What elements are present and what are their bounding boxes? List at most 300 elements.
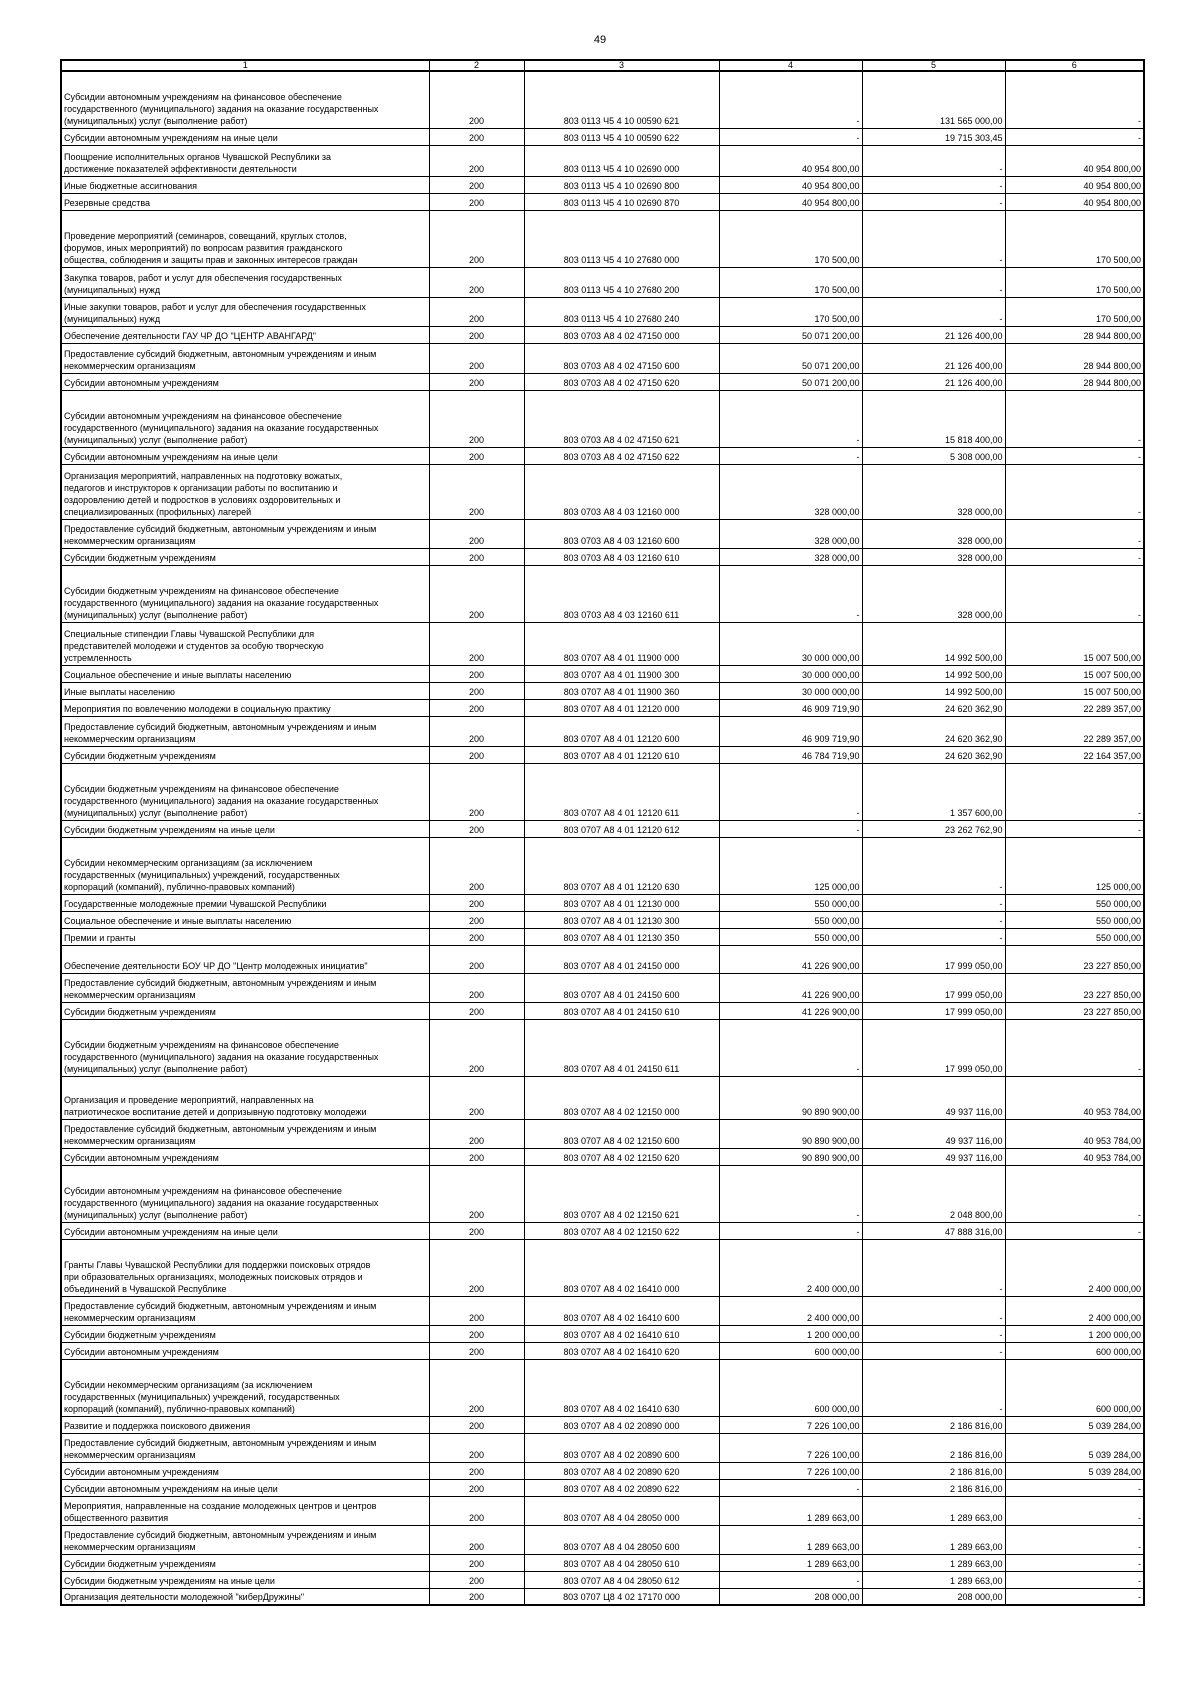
- row-col2-cell: 200: [429, 1462, 524, 1479]
- row-name-cell: Субсидии автономным учреждениям на иные цели: [61, 447, 429, 464]
- row-name-cell: Предоставление субсидий бюджетным, автономным учреждениям и иным некоммерческим организациям: [61, 519, 429, 548]
- row-code-cell: 803 0707 А8 4 01 12130 300: [524, 911, 719, 928]
- row-name-cell: Закупка товаров, работ и услуг для обеспечения государственных (муниципальных) нужд: [61, 267, 429, 297]
- row-col2-cell: 200: [429, 548, 524, 565]
- row-col2-cell: 200: [429, 1525, 524, 1554]
- row-col5-cell: 328 000,00: [862, 548, 1005, 565]
- row-name-cell: Субсидии автономным учреждениям на иные цели: [61, 1479, 429, 1496]
- row-code-cell: 803 0707 А8 4 02 20890 600: [524, 1433, 719, 1462]
- table-row: [61, 1433, 1144, 1462]
- row-col2-cell: 200: [429, 665, 524, 682]
- row-col5-cell: 21 126 400,00: [862, 326, 1005, 343]
- row-code-cell: 803 0707 А8 4 02 20890 620: [524, 1462, 719, 1479]
- row-col5-cell: 19 715 303,45: [862, 128, 1005, 145]
- row-col4-cell: -: [719, 447, 862, 464]
- row-col5-cell: 17 999 050,00: [862, 945, 1005, 973]
- table-row: [61, 716, 1144, 746]
- row-col6-cell: -: [1005, 1525, 1144, 1554]
- table-row: [61, 128, 1144, 145]
- row-col2-cell: 200: [429, 1496, 524, 1525]
- row-col5-cell: 328 000,00: [862, 565, 1005, 622]
- row-name-cell: Предоставление субсидий бюджетным, автономным учреждениям и иным некоммерческим организациям: [61, 1119, 429, 1148]
- row-name-cell: Субсидии бюджетным учреждениям на финансовое обеспечение государственного (муниципального) задания на оказание государственных (муниципальных) услуг (выполнение работ): [61, 763, 429, 820]
- row-col4-cell: -: [719, 820, 862, 837]
- row-code-cell: 803 0707 А8 4 02 12150 600: [524, 1119, 719, 1148]
- row-name-cell: Субсидии автономным учреждениям на финансовое обеспечение государственного (муниципального) задания на оказание государственных (муниципальных) услуг (выполнение работ): [61, 71, 429, 128]
- row-code-cell: 803 0707 А8 4 02 12150 622: [524, 1222, 719, 1239]
- row-code-cell: 803 0113 Ч5 4 10 27680 240: [524, 297, 719, 326]
- row-col5-cell: -: [862, 1239, 1005, 1296]
- row-col5-cell: 21 126 400,00: [862, 343, 1005, 373]
- row-col2-cell: 200: [429, 176, 524, 193]
- row-name-cell: Субсидии бюджетным учреждениям: [61, 746, 429, 763]
- row-col4-cell: -: [719, 1165, 862, 1222]
- row-col4-cell: 46 909 719,90: [719, 699, 862, 716]
- row-col5-cell: 131 565 000,00: [862, 71, 1005, 128]
- row-col2-cell: 200: [429, 1554, 524, 1571]
- row-code-cell: 803 0703 А8 4 03 12160 000: [524, 464, 719, 519]
- row-code-cell: 803 0703 А8 4 02 47150 000: [524, 326, 719, 343]
- table-row: [61, 373, 1144, 390]
- row-code-cell: 803 0113 Ч5 4 10 02690 870: [524, 193, 719, 210]
- row-col4-cell: 50 071 200,00: [719, 373, 862, 390]
- row-name-cell: Организация мероприятий, направленных на подготовку вожатых, педагогов и инструкторов к организации работы по воспитанию и оздоровлению детей и подростков в условиях оздоровительных и специализированных (профильных) лагерей: [61, 464, 429, 519]
- row-code-cell: 803 0707 А8 4 01 12120 600: [524, 716, 719, 746]
- row-col6-cell: -: [1005, 390, 1144, 447]
- row-code-cell: 803 0707 А8 4 02 20890 000: [524, 1416, 719, 1433]
- table-row: [61, 210, 1144, 267]
- row-col6-cell: -: [1005, 1571, 1144, 1588]
- row-col4-cell: 1 200 000,00: [719, 1325, 862, 1342]
- row-name-cell: Обеспечение деятельности БОУ ЧР ДО "Центр молодежных инициатив": [61, 945, 429, 973]
- row-col5-cell: 1 289 663,00: [862, 1571, 1005, 1588]
- row-col6-cell: 550 000,00: [1005, 911, 1144, 928]
- row-col4-cell: 125 000,00: [719, 837, 862, 894]
- row-col4-cell: -: [719, 763, 862, 820]
- table-row: [61, 699, 1144, 716]
- row-col2-cell: 200: [429, 1222, 524, 1239]
- row-code-cell: 803 0707 А8 4 01 11900 000: [524, 622, 719, 665]
- row-col2-cell: 200: [429, 820, 524, 837]
- row-col5-cell: 2 186 816,00: [862, 1433, 1005, 1462]
- row-code-cell: 803 0707 А8 4 02 16410 610: [524, 1325, 719, 1342]
- row-col5-cell: 47 888 316,00: [862, 1222, 1005, 1239]
- row-col5-cell: -: [862, 297, 1005, 326]
- row-name-cell: Субсидии бюджетным учреждениям: [61, 1002, 429, 1019]
- table-row: [61, 1416, 1144, 1433]
- table-row: [61, 71, 1144, 128]
- row-col5-cell: 2 186 816,00: [862, 1462, 1005, 1479]
- table-row: [61, 297, 1144, 326]
- row-col4-cell: 170 500,00: [719, 297, 862, 326]
- row-code-cell: 803 0707 А8 4 02 12150 621: [524, 1165, 719, 1222]
- row-name-cell: Субсидии бюджетным учреждениям: [61, 1554, 429, 1571]
- row-col5-cell: 24 620 362,90: [862, 716, 1005, 746]
- row-col4-cell: 41 226 900,00: [719, 945, 862, 973]
- table-row: [61, 390, 1144, 447]
- row-name-cell: Субсидии бюджетным учреждениям: [61, 548, 429, 565]
- row-code-cell: 803 0707 А8 4 01 11900 300: [524, 665, 719, 682]
- row-col5-cell: 15 818 400,00: [862, 390, 1005, 447]
- row-col5-cell: 1 289 663,00: [862, 1554, 1005, 1571]
- table-row: [61, 1554, 1144, 1571]
- row-col4-cell: 550 000,00: [719, 928, 862, 945]
- table-row: [61, 447, 1144, 464]
- row-col2-cell: 200: [429, 1076, 524, 1119]
- table-row: [61, 1571, 1144, 1588]
- row-code-cell: 803 0707 Ц8 4 02 17170 000: [524, 1588, 719, 1605]
- row-col6-cell: 125 000,00: [1005, 837, 1144, 894]
- row-code-cell: 803 0707 А8 4 02 12150 000: [524, 1076, 719, 1119]
- row-col2-cell: 200: [429, 447, 524, 464]
- row-col4-cell: 40 954 800,00: [719, 176, 862, 193]
- row-col4-cell: 328 000,00: [719, 548, 862, 565]
- row-col4-cell: 1 289 663,00: [719, 1525, 862, 1554]
- row-name-cell: Субсидии автономным учреждениям: [61, 1342, 429, 1359]
- row-col5-cell: 208 000,00: [862, 1588, 1005, 1605]
- row-col4-cell: 30 000 000,00: [719, 682, 862, 699]
- row-col4-cell: 46 784 719,90: [719, 746, 862, 763]
- header-row: [61, 60, 1144, 71]
- row-col4-cell: 170 500,00: [719, 210, 862, 267]
- row-name-cell: Субсидии автономным учреждениям на финансовое обеспечение государственного (муниципального) задания на оказание государственных (муниципальных) услуг (выполнение работ): [61, 1165, 429, 1222]
- row-col5-cell: 17 999 050,00: [862, 973, 1005, 1002]
- row-col5-cell: -: [862, 1296, 1005, 1325]
- row-col6-cell: -: [1005, 1496, 1144, 1525]
- row-col6-cell: -: [1005, 1479, 1144, 1496]
- row-name-cell: Социальное обеспечение и иные выплаты населению: [61, 665, 429, 682]
- row-col5-cell: 14 992 500,00: [862, 682, 1005, 699]
- row-name-cell: Субсидии бюджетным учреждениям на финансовое обеспечение государственного (муниципального) задания на оказание государственных (муниципальных) услуг (выполнение работ): [61, 1019, 429, 1076]
- table-row: [61, 820, 1144, 837]
- table-row: [61, 928, 1144, 945]
- table-row: [61, 746, 1144, 763]
- row-col5-cell: 49 937 116,00: [862, 1119, 1005, 1148]
- row-col5-cell: -: [862, 267, 1005, 297]
- row-col6-cell: -: [1005, 565, 1144, 622]
- row-col6-cell: -: [1005, 71, 1144, 128]
- row-col2-cell: 200: [429, 1148, 524, 1165]
- row-col4-cell: 46 909 719,90: [719, 716, 862, 746]
- row-col4-cell: -: [719, 71, 862, 128]
- row-col4-cell: 30 000 000,00: [719, 665, 862, 682]
- row-name-cell: Предоставление субсидий бюджетным, автономным учреждениям и иным некоммерческим организациям: [61, 1296, 429, 1325]
- row-col2-cell: 200: [429, 699, 524, 716]
- row-col5-cell: 14 992 500,00: [862, 622, 1005, 665]
- row-col2-cell: 200: [429, 267, 524, 297]
- row-col6-cell: -: [1005, 1019, 1144, 1076]
- row-col5-cell: -: [862, 145, 1005, 176]
- row-col2-cell: 200: [429, 763, 524, 820]
- row-col4-cell: 2 400 000,00: [719, 1239, 862, 1296]
- row-col4-cell: 328 000,00: [719, 464, 862, 519]
- row-col5-cell: -: [862, 837, 1005, 894]
- row-col5-cell: 17 999 050,00: [862, 1002, 1005, 1019]
- table-row: [61, 1342, 1144, 1359]
- page-number: 49: [593, 34, 607, 46]
- row-name-cell: Развитие и поддержка поискового движения: [61, 1416, 429, 1433]
- row-code-cell: 803 0707 А8 4 01 12120 610: [524, 746, 719, 763]
- row-col5-cell: 14 992 500,00: [862, 665, 1005, 682]
- row-col4-cell: 41 226 900,00: [719, 973, 862, 1002]
- row-code-cell: 803 0707 А8 4 02 16410 600: [524, 1296, 719, 1325]
- row-code-cell: 803 0707 А8 4 01 24150 611: [524, 1019, 719, 1076]
- row-col6-cell: 28 944 800,00: [1005, 343, 1144, 373]
- row-col6-cell: 40 954 800,00: [1005, 145, 1144, 176]
- row-col4-cell: 600 000,00: [719, 1342, 862, 1359]
- table-row: [61, 1479, 1144, 1496]
- row-col5-cell: -: [862, 1359, 1005, 1416]
- row-col5-cell: -: [862, 193, 1005, 210]
- table-row: [61, 519, 1144, 548]
- row-col4-cell: -: [719, 128, 862, 145]
- row-name-cell: Субсидии бюджетным учреждениям на иные цели: [61, 820, 429, 837]
- row-col6-cell: 15 007 500,00: [1005, 665, 1144, 682]
- row-col2-cell: 200: [429, 1239, 524, 1296]
- row-col6-cell: 22 289 357,00: [1005, 716, 1144, 746]
- row-col2-cell: 200: [429, 210, 524, 267]
- row-col4-cell: 7 226 100,00: [719, 1416, 862, 1433]
- row-col5-cell: -: [862, 911, 1005, 928]
- row-name-cell: Обеспечение деятельности ГАУ ЧР ДО "ЦЕНТР АВАНГАРД": [61, 326, 429, 343]
- row-col6-cell: -: [1005, 1165, 1144, 1222]
- row-name-cell: Субсидии бюджетным учреждениям: [61, 1325, 429, 1342]
- table-row: [61, 1165, 1144, 1222]
- row-col2-cell: 200: [429, 464, 524, 519]
- row-name-cell: Гранты Главы Чувашской Республики для поддержки поисковых отрядов при образовательных организациях, молодежных поисковых отрядов и объединений в Чувашской Республике: [61, 1239, 429, 1296]
- row-col4-cell: 550 000,00: [719, 911, 862, 928]
- row-col4-cell: 1 289 663,00: [719, 1496, 862, 1525]
- row-code-cell: 803 0703 А8 4 02 47150 622: [524, 447, 719, 464]
- row-col2-cell: 200: [429, 1359, 524, 1416]
- table-row: [61, 1119, 1144, 1148]
- row-col6-cell: 2 400 000,00: [1005, 1296, 1144, 1325]
- row-col6-cell: 23 227 850,00: [1005, 973, 1144, 1002]
- row-col4-cell: 90 890 900,00: [719, 1148, 862, 1165]
- row-name-cell: Социальное обеспечение и иные выплаты населению: [61, 911, 429, 928]
- row-code-cell: 803 0707 А8 4 04 28050 610: [524, 1554, 719, 1571]
- row-col2-cell: 200: [429, 945, 524, 973]
- row-col5-cell: -: [862, 894, 1005, 911]
- row-col4-cell: 550 000,00: [719, 894, 862, 911]
- row-name-cell: Премии и гранты: [61, 928, 429, 945]
- table-body: [61, 71, 1144, 1605]
- row-col2-cell: 200: [429, 343, 524, 373]
- row-code-cell: 803 0703 А8 4 02 47150 621: [524, 390, 719, 447]
- row-col4-cell: 90 890 900,00: [719, 1076, 862, 1119]
- row-col6-cell: 15 007 500,00: [1005, 622, 1144, 665]
- row-name-cell: Специальные стипендии Главы Чувашской Республики для представителей молодежи и студентов за особую творческую устремленность: [61, 622, 429, 665]
- table-row: [61, 763, 1144, 820]
- row-code-cell: 803 0707 А8 4 01 11900 360: [524, 682, 719, 699]
- row-col4-cell: -: [719, 1019, 862, 1076]
- row-code-cell: 803 0707 А8 4 01 12120 612: [524, 820, 719, 837]
- row-col4-cell: 90 890 900,00: [719, 1119, 862, 1148]
- row-col5-cell: 17 999 050,00: [862, 1019, 1005, 1076]
- row-name-cell: Субсидии бюджетным учреждениям на финансовое обеспечение государственного (муниципального) задания на оказание государственных (муниципальных) услуг (выполнение работ): [61, 565, 429, 622]
- table-row: [61, 326, 1144, 343]
- row-col5-cell: 2 186 816,00: [862, 1416, 1005, 1433]
- row-col2-cell: 200: [429, 837, 524, 894]
- table-row: [61, 682, 1144, 699]
- row-col2-cell: 200: [429, 128, 524, 145]
- row-col4-cell: -: [719, 1571, 862, 1588]
- column-header-3: 3: [524, 60, 719, 71]
- row-name-cell: Поощрение исполнительных органов Чувашской Республики за достижение показателей эффективности деятельности: [61, 145, 429, 176]
- row-name-cell: Субсидии автономным учреждениям на финансовое обеспечение государственного (муниципального) задания на оказание государственных (муниципальных) услуг (выполнение работ): [61, 390, 429, 447]
- row-col2-cell: 200: [429, 390, 524, 447]
- row-col4-cell: 7 226 100,00: [719, 1433, 862, 1462]
- row-col6-cell: 170 500,00: [1005, 267, 1144, 297]
- row-col2-cell: 200: [429, 1165, 524, 1222]
- row-col5-cell: -: [862, 928, 1005, 945]
- row-col6-cell: 22 289 357,00: [1005, 699, 1144, 716]
- row-code-cell: 803 0707 А8 4 01 12120 611: [524, 763, 719, 820]
- row-col5-cell: 1 357 600,00: [862, 763, 1005, 820]
- row-col6-cell: 600 000,00: [1005, 1342, 1144, 1359]
- table-row: [61, 1222, 1144, 1239]
- table-row: [61, 1076, 1144, 1119]
- row-name-cell: Предоставление субсидий бюджетным, автономным учреждениям и иным некоммерческим организациям: [61, 716, 429, 746]
- row-col6-cell: 22 164 357,00: [1005, 746, 1144, 763]
- row-col6-cell: -: [1005, 447, 1144, 464]
- row-col5-cell: 24 620 362,90: [862, 746, 1005, 763]
- row-code-cell: 803 0703 А8 4 03 12160 610: [524, 548, 719, 565]
- row-col5-cell: -: [862, 1342, 1005, 1359]
- row-code-cell: 803 0707 А8 4 01 12120 630: [524, 837, 719, 894]
- table-row: [61, 1002, 1144, 1019]
- row-col5-cell: 2 048 800,00: [862, 1165, 1005, 1222]
- column-header-4: 4: [719, 60, 862, 71]
- row-code-cell: 803 0707 А8 4 02 16410 620: [524, 1342, 719, 1359]
- table-row: [61, 622, 1144, 665]
- row-col5-cell: 328 000,00: [862, 519, 1005, 548]
- row-col4-cell: 328 000,00: [719, 519, 862, 548]
- row-col4-cell: -: [719, 390, 862, 447]
- row-code-cell: 803 0113 Ч5 4 10 00590 622: [524, 128, 719, 145]
- row-col5-cell: 21 126 400,00: [862, 373, 1005, 390]
- table-row: [61, 1496, 1144, 1525]
- row-col4-cell: -: [719, 1479, 862, 1496]
- row-col6-cell: 5 039 284,00: [1005, 1433, 1144, 1462]
- row-col2-cell: 200: [429, 1119, 524, 1148]
- table-row: [61, 911, 1144, 928]
- row-col6-cell: 550 000,00: [1005, 928, 1144, 945]
- row-col2-cell: 200: [429, 145, 524, 176]
- row-col4-cell: 2 400 000,00: [719, 1296, 862, 1325]
- row-name-cell: Субсидии некоммерческим организациям (за исключением государственных (муниципальных) учреждений, государственных корпораций (компаний), публично-правовых компаний): [61, 837, 429, 894]
- row-col4-cell: 1 289 663,00: [719, 1554, 862, 1571]
- row-col2-cell: 200: [429, 1571, 524, 1588]
- column-header-1: 1: [61, 60, 429, 71]
- table-row: [61, 1588, 1144, 1605]
- row-name-cell: Предоставление субсидий бюджетным, автономным учреждениям и иным некоммерческим организациям: [61, 1433, 429, 1462]
- row-col5-cell: 328 000,00: [862, 464, 1005, 519]
- row-col6-cell: 170 500,00: [1005, 210, 1144, 267]
- table-row: [61, 1019, 1144, 1076]
- row-col4-cell: 40 954 800,00: [719, 193, 862, 210]
- row-code-cell: 803 0707 А8 4 04 28050 000: [524, 1496, 719, 1525]
- row-col6-cell: -: [1005, 128, 1144, 145]
- row-col2-cell: 200: [429, 1342, 524, 1359]
- row-col6-cell: 28 944 800,00: [1005, 373, 1144, 390]
- row-col2-cell: 200: [429, 1416, 524, 1433]
- row-name-cell: Иные бюджетные ассигнования: [61, 176, 429, 193]
- row-col2-cell: 200: [429, 519, 524, 548]
- row-code-cell: 803 0707 А8 4 01 24150 610: [524, 1002, 719, 1019]
- row-name-cell: Субсидии автономным учреждениям на иные цели: [61, 128, 429, 145]
- row-col6-cell: -: [1005, 1588, 1144, 1605]
- row-col6-cell: -: [1005, 763, 1144, 820]
- row-col5-cell: -: [862, 1325, 1005, 1342]
- row-code-cell: 803 0707 А8 4 01 12120 000: [524, 699, 719, 716]
- row-col4-cell: 30 000 000,00: [719, 622, 862, 665]
- row-col2-cell: 200: [429, 973, 524, 1002]
- row-col6-cell: 1 200 000,00: [1005, 1325, 1144, 1342]
- table-row: [61, 176, 1144, 193]
- row-col6-cell: 40 953 784,00: [1005, 1076, 1144, 1119]
- row-code-cell: 803 0707 А8 4 01 12130 000: [524, 894, 719, 911]
- row-col2-cell: 200: [429, 193, 524, 210]
- row-code-cell: 803 0703 А8 4 03 12160 611: [524, 565, 719, 622]
- row-col2-cell: 200: [429, 682, 524, 699]
- row-code-cell: 803 0113 Ч5 4 10 27680 000: [524, 210, 719, 267]
- column-header-2: 2: [429, 60, 524, 71]
- row-code-cell: 803 0707 А8 4 02 20890 622: [524, 1479, 719, 1496]
- row-name-cell: Предоставление субсидий бюджетным, автономным учреждениям и иным некоммерческим организациям: [61, 973, 429, 1002]
- row-col2-cell: 200: [429, 894, 524, 911]
- row-col5-cell: 1 289 663,00: [862, 1525, 1005, 1554]
- row-col5-cell: -: [862, 176, 1005, 193]
- row-col6-cell: 2 400 000,00: [1005, 1239, 1144, 1296]
- row-col4-cell: 170 500,00: [719, 267, 862, 297]
- table-row: [61, 894, 1144, 911]
- row-code-cell: 803 0707 А8 4 02 12150 620: [524, 1148, 719, 1165]
- row-name-cell: Организация деятельности молодежной "киберДружины": [61, 1588, 429, 1605]
- row-col2-cell: 200: [429, 1002, 524, 1019]
- row-col2-cell: 200: [429, 373, 524, 390]
- row-name-cell: Организация и проведение мероприятий, направленных на патриотическое воспитание детей и допризывную подготовку молодежи: [61, 1076, 429, 1119]
- row-col6-cell: 23 227 850,00: [1005, 1002, 1144, 1019]
- table-row: [61, 1462, 1144, 1479]
- row-code-cell: 803 0113 Ч5 4 10 02690 000: [524, 145, 719, 176]
- row-col6-cell: 170 500,00: [1005, 297, 1144, 326]
- table-row: [61, 1148, 1144, 1165]
- row-col6-cell: -: [1005, 519, 1144, 548]
- table-row: [61, 1525, 1144, 1554]
- row-col4-cell: 41 226 900,00: [719, 1002, 862, 1019]
- row-col4-cell: 7 226 100,00: [719, 1462, 862, 1479]
- row-col4-cell: 50 071 200,00: [719, 343, 862, 373]
- row-col6-cell: -: [1005, 1554, 1144, 1571]
- row-col2-cell: 200: [429, 622, 524, 665]
- row-code-cell: 803 0703 А8 4 02 47150 620: [524, 373, 719, 390]
- row-col2-cell: 200: [429, 928, 524, 945]
- row-col4-cell: -: [719, 1222, 862, 1239]
- row-col6-cell: -: [1005, 464, 1144, 519]
- row-code-cell: 803 0707 А8 4 01 24150 600: [524, 973, 719, 1002]
- row-col2-cell: 200: [429, 565, 524, 622]
- table-row: [61, 464, 1144, 519]
- row-col2-cell: 200: [429, 1019, 524, 1076]
- row-col4-cell: 208 000,00: [719, 1588, 862, 1605]
- row-col5-cell: 23 262 762,90: [862, 820, 1005, 837]
- table-row: [61, 565, 1144, 622]
- row-col2-cell: 200: [429, 716, 524, 746]
- row-code-cell: 803 0707 А8 4 01 24150 000: [524, 945, 719, 973]
- column-header-5: 5: [862, 60, 1005, 71]
- table-row: [61, 548, 1144, 565]
